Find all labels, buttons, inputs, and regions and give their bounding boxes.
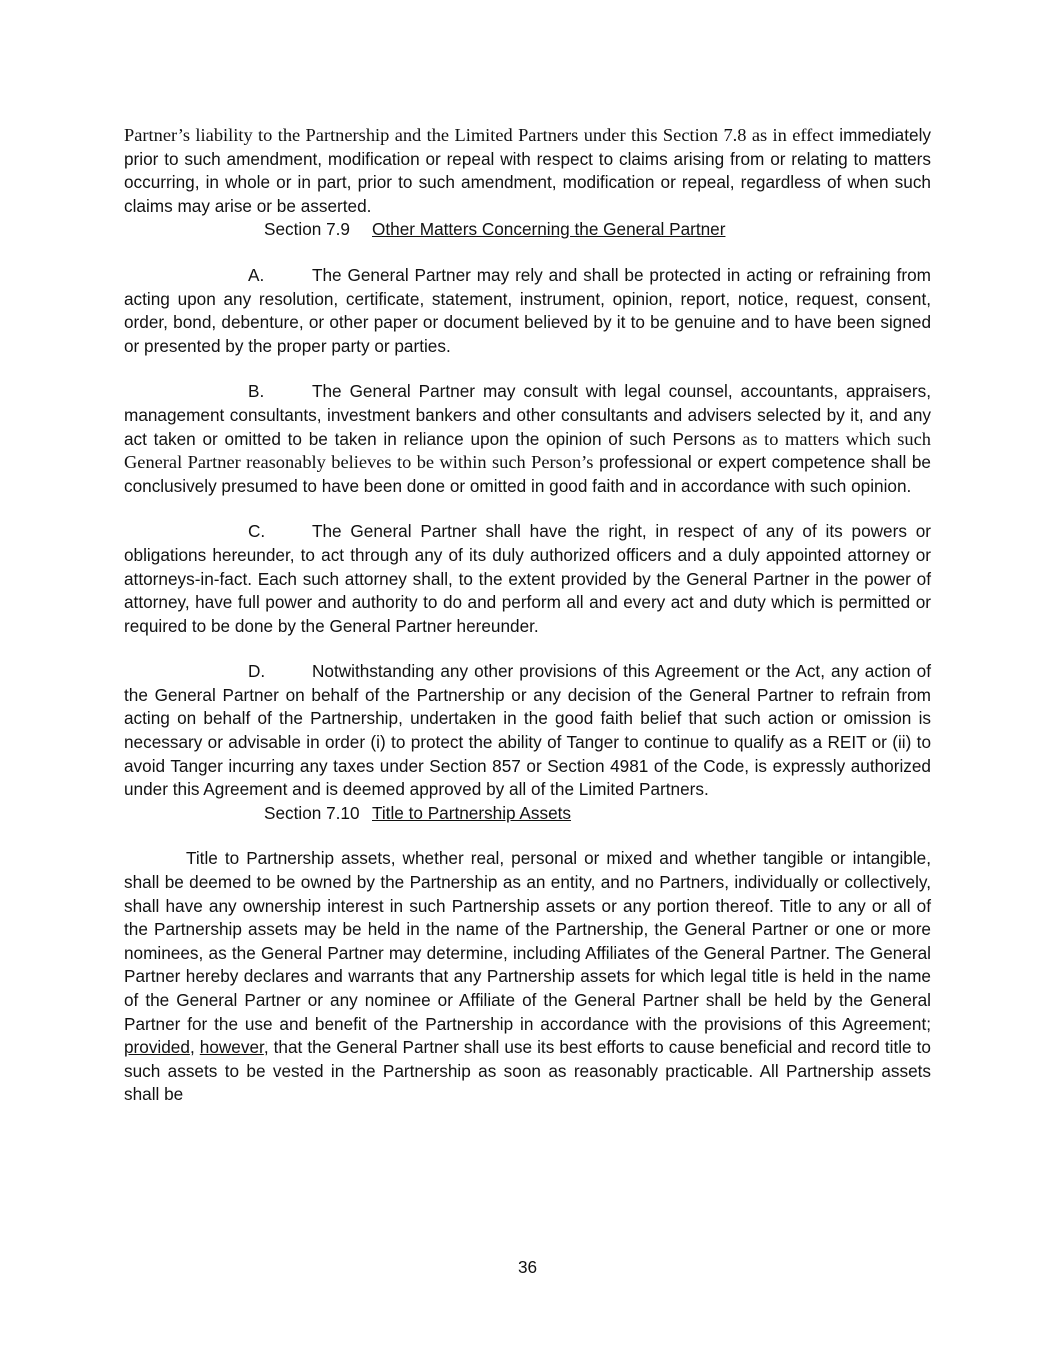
- clause-d-marker: D.: [248, 661, 266, 682]
- intro-paragraph: [124, 124, 931, 218]
- clause-b-text-serif: as to matters which such General Partner reasonably believes to be within such Person’s: [124, 428, 931, 473]
- clause-c-text: The General Partner shall have the right, in respect of any of its powers or obligations hereunder, to act through any of its duly authorized officers and a duly appointed attorney or attorneys-in-fact. Each such attorney shall, to the extent provided by the General Partner in the power of attorney, have full power and authority to do and perform all and every act and duty which is permitted or required to be done by the General Partner hereunder.: [124, 521, 931, 636]
- provided-comma: ,: [189, 1037, 195, 1058]
- section-7-10-title: Title to Partnership Assets: [372, 802, 572, 823]
- section-7-9-number: Section 7.9: [264, 219, 350, 240]
- clause-b-marker: B.: [248, 381, 265, 402]
- section-7-10-number: Section 7.10: [264, 802, 360, 823]
- section-7-10-heading: [124, 802, 931, 826]
- provided-term: provided: [124, 1037, 190, 1058]
- clause-b-text-after: professional or expert competence shall be conclusively presumed to have been done or omitted in good faith and in accordance with such opinion.: [124, 452, 931, 496]
- page-number: 36: [517, 1257, 538, 1277]
- title-paragraph-text-before: Title to Partnership assets, whether real, personal or mixed and whether tangible or intangible, shall be deemed to be owned by the Partnership as an entity, and no Partners, individually or collectively, shall have any ownership interest in such Partnership assets or any portion thereof. Title to any or all of the Partnership assets may be held in the name of the Partnership, the General Partner or one or more nominees, as the General Partner may determine, including Affiliates of the General Partner. The General Partner hereby declares and warrants that any Partnership assets for which legal title is held in the name of the General Partner or any nominee or Affiliate of the General Partner shall be held by the General Partner for the use and benefit of the Partnership in accordance with the provisions of this Agreement;: [124, 848, 931, 1034]
- clause-a: [124, 264, 931, 358]
- clause-a-text: The General Partner may rely and shall be protected in acting or refraining from acting upon any resolution, certificate, statement, instrument, opinion, report, notice, request, consent, order, bond, debenture, or other paper or document believed by it to be genuine and to have been signed or presented by the proper party or parties.: [124, 264, 931, 356]
- however-term: however: [199, 1037, 264, 1058]
- clause-d-text: Notwithstanding any other provisions of this Agreement or the Act, any action of the General Partner on behalf of the Partnership or any decision of the General Partner to refrain from acting on behalf of the Partnership, undertaken in the good faith belief that such action or omission is necessary or advisable in order (i) to protect the ability of Tanger to continue to qualify as a REIT or (ii) to avoid Tanger incurring any taxes under Section 857 or Section 4981 of the Code, is expressly authorized under this Agreement and is deemed approved by all of the Limited Partners.: [124, 661, 931, 800]
- document-page: [124, 124, 931, 1107]
- section-7-9-heading: [124, 218, 931, 242]
- section-7-9-title: Other Matters Concerning the General Partner: [372, 219, 726, 240]
- intro-line-serif: Partner’s liability to the Partnership and the Limited Partners under this Section 7.8 as in effect: [124, 125, 834, 145]
- title-paragraph: [124, 847, 931, 1107]
- clause-c: [124, 520, 931, 638]
- clause-a-marker: A.: [248, 264, 265, 285]
- clause-c-marker: C.: [248, 521, 266, 542]
- clause-d: [124, 660, 931, 802]
- title-paragraph-text-after: , that the General Partner shall use its best efforts to cause beneficial and record title to such assets to be vested in the Partnership as soon as reasonably practicable. All Partnership assets shall be: [124, 1037, 931, 1105]
- clause-b: [124, 380, 931, 498]
- intro-line-rest: immediately prior to such amendment, modification or repeal with respect to claims arising from or relating to matters occurring, in whole or in part, prior to such amendment, modification or repeal, regardless of when such claims may arise or be asserted.: [124, 125, 931, 216]
- clause-b-text-before: The General Partner may consult with legal counsel, accountants, appraisers, management consultants, investment bankers and other consultants and advisers selected by it, and any act taken or omitted to be taken in reliance upon the opinion of such Persons: [124, 381, 931, 449]
